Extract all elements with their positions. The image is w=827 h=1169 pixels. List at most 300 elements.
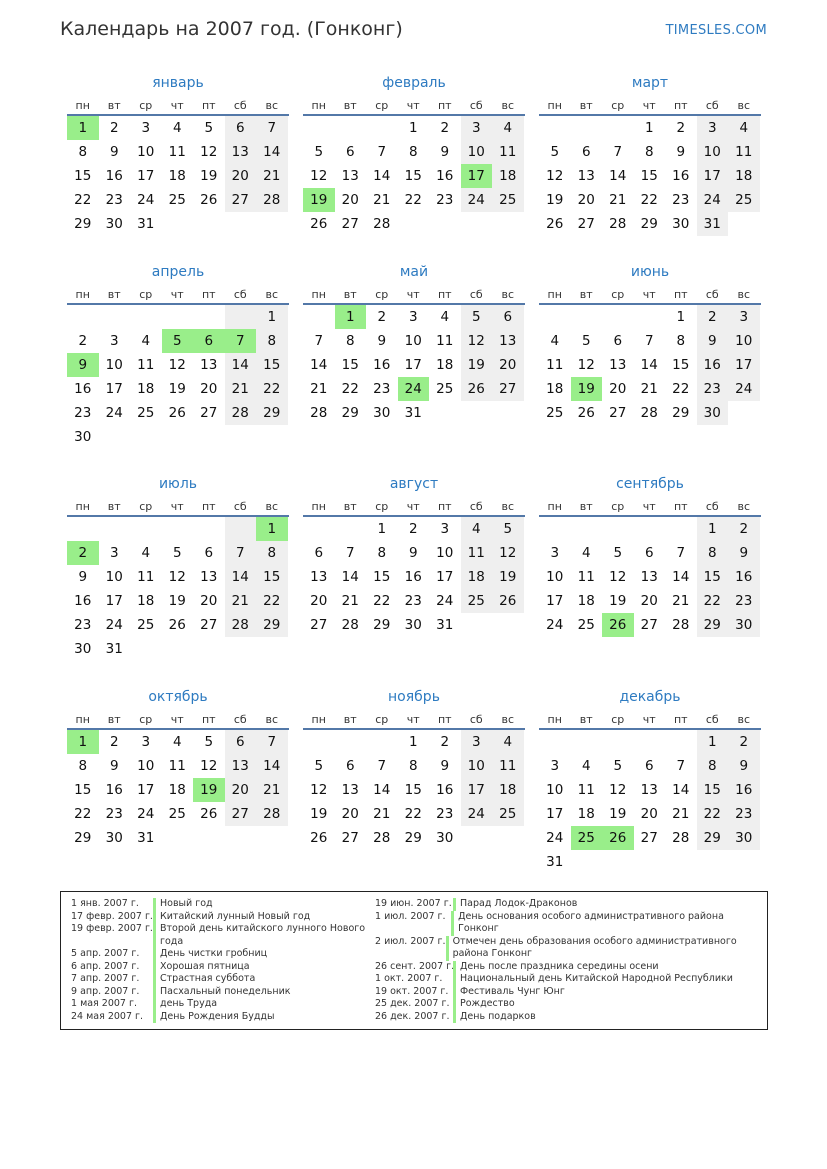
week-row (539, 613, 761, 637)
weekday-header (67, 96, 289, 116)
legend-holiday-name: Рождество (453, 998, 515, 1011)
month-name: февраль (382, 75, 446, 91)
day-cell: 7 (225, 541, 257, 565)
day-cell: 22 (74, 192, 92, 208)
day-cell: 13 (341, 168, 359, 184)
day-cell: 3 (141, 734, 151, 750)
day-cell: 10 (546, 782, 564, 798)
empty-day-cell (634, 305, 666, 329)
empty-day-cell (461, 613, 493, 637)
week-row (539, 541, 761, 565)
week-row (303, 140, 525, 164)
empty-day-cell (130, 305, 162, 329)
empty-day-cell (303, 116, 335, 140)
legend-holiday-name: Новый год (153, 898, 213, 911)
weekday-label: ср (375, 713, 389, 726)
weekday-label: вс (737, 713, 751, 726)
week-row (303, 116, 525, 140)
day-cell: 30 (436, 830, 454, 846)
day-cell: 8 (697, 541, 729, 565)
week-row (303, 778, 525, 802)
day-cell: 26 (461, 377, 493, 401)
day-cell: 3 (728, 305, 760, 329)
day-cell: 10 (105, 357, 123, 373)
week-row (539, 826, 761, 850)
day-cell: 25 (492, 188, 524, 212)
day-cell: 24 (105, 405, 123, 421)
legend-column-right (375, 898, 760, 1023)
day-cell: 21 (640, 381, 658, 397)
day-cell: 26 (577, 405, 595, 421)
legend-holiday-name: день Труда (153, 998, 217, 1011)
day-cell: 29 (256, 613, 288, 637)
day-cell: 29 (672, 405, 690, 421)
day-cell: 18 (168, 168, 186, 184)
day-cell: 16 (697, 353, 729, 377)
day-cell: 8 (256, 329, 288, 353)
month-calendar (67, 70, 289, 236)
day-cell: 24 (546, 830, 564, 846)
day-cell: 2 (78, 333, 88, 349)
week-row (539, 802, 761, 826)
day-cell: 14 (672, 569, 690, 585)
day-cell: 2 (440, 120, 450, 136)
day-cell: 15 (373, 569, 391, 585)
legend-date: 1 окт. 2007 г. (375, 973, 443, 984)
day-cell: 12 (200, 758, 218, 774)
empty-day-cell (539, 116, 571, 140)
holiday-day-cell: 9 (67, 353, 99, 377)
empty-day-cell (256, 425, 288, 449)
weekday-label: сб (233, 500, 247, 513)
day-cell: 7 (314, 333, 324, 349)
day-cell: 21 (310, 381, 328, 397)
empty-day-cell (366, 730, 398, 754)
weekday-label: вс (265, 99, 279, 112)
legend-holiday-name: Китайский лунный Новый год (153, 911, 310, 924)
day-cell: 18 (436, 357, 454, 373)
week-row (67, 778, 289, 802)
day-cell: 17 (404, 357, 422, 373)
legend-date: 26 сент. 2007 г. (375, 960, 455, 972)
day-cell: 10 (697, 140, 729, 164)
legend-holiday-name: День после праздника середины осени (453, 961, 659, 974)
day-cell: 9 (440, 758, 450, 774)
empty-day-cell (225, 826, 257, 850)
day-cell: 15 (640, 168, 658, 184)
day-cell: 16 (105, 168, 123, 184)
week-row (303, 613, 525, 637)
day-cell: 3 (109, 333, 119, 349)
day-cell: 2 (377, 309, 387, 325)
day-cell: 4 (440, 309, 450, 325)
legend-holiday-name: Хорошая пятница (153, 961, 250, 974)
month-calendar (303, 259, 525, 425)
day-cell: 6 (492, 305, 524, 329)
day-cell: 14 (256, 754, 288, 778)
day-cell: 28 (640, 405, 658, 421)
day-cell: 17 (546, 593, 564, 609)
day-cell: 15 (341, 357, 359, 373)
day-cell: 5 (613, 758, 623, 774)
day-cell: 23 (697, 377, 729, 401)
day-cell: 3 (461, 116, 493, 140)
empty-day-cell (193, 305, 225, 329)
weekday-label: пн (547, 288, 562, 301)
week-row (303, 164, 525, 188)
day-cell: 11 (577, 569, 595, 585)
empty-day-cell (634, 730, 666, 754)
empty-day-cell (225, 637, 257, 661)
day-cell: 21 (373, 806, 391, 822)
day-cell: 12 (577, 357, 595, 373)
week-row (539, 565, 761, 589)
day-cell: 9 (440, 144, 450, 160)
legend-holiday-name: Страстная суббота (153, 973, 255, 986)
day-cell: 19 (546, 192, 564, 208)
day-cell: 9 (377, 333, 387, 349)
weekday-label: вт (579, 713, 593, 726)
weekday-label: пн (311, 288, 326, 301)
day-cell: 22 (341, 381, 359, 397)
day-cell: 25 (168, 806, 186, 822)
weekday-label: пн (75, 713, 90, 726)
weekday-label: ср (611, 288, 625, 301)
day-cell: 23 (436, 806, 454, 822)
day-cell: 27 (341, 830, 359, 846)
weekday-label: пн (547, 500, 562, 513)
empty-day-cell (193, 212, 225, 236)
holiday-day-cell: 25 (571, 826, 603, 850)
month-calendar (67, 259, 289, 449)
weekday-label: ср (611, 500, 625, 513)
weekday-label: чт (406, 99, 420, 112)
day-cell: 5 (172, 545, 182, 561)
day-cell: 16 (105, 782, 123, 798)
day-cell: 26 (546, 216, 564, 232)
weekday-label: чт (642, 500, 656, 513)
day-cell: 27 (225, 802, 257, 826)
day-cell: 20 (225, 164, 257, 188)
weekday-label: сб (469, 500, 483, 513)
day-cell: 17 (697, 164, 729, 188)
day-cell: 13 (200, 569, 218, 585)
weekday-header (539, 285, 761, 305)
holiday-day-cell: 17 (461, 164, 493, 188)
empty-day-cell (602, 116, 634, 140)
day-cell: 14 (609, 168, 627, 184)
day-cell: 18 (577, 593, 595, 609)
day-cell: 5 (314, 144, 324, 160)
holiday-day-cell: 6 (193, 329, 225, 353)
week-row (303, 305, 525, 329)
legend-item (71, 986, 371, 999)
day-cell: 11 (728, 140, 760, 164)
day-cell: 13 (225, 754, 257, 778)
day-cell: 18 (492, 778, 524, 802)
day-cell: 12 (609, 569, 627, 585)
day-cell: 22 (697, 802, 729, 826)
day-cell: 17 (461, 778, 493, 802)
weekday-label: вт (107, 500, 121, 513)
day-cell: 4 (492, 116, 524, 140)
month-name: август (389, 476, 439, 492)
day-cell: 1 (377, 521, 387, 537)
weekday-header (539, 96, 761, 116)
empty-day-cell (256, 212, 288, 236)
day-cell: 2 (697, 305, 729, 329)
week-row (67, 329, 289, 353)
legend-date: 17 февр. 2007 г. (71, 910, 153, 922)
week-row (539, 377, 761, 401)
day-cell: 9 (408, 545, 418, 561)
day-cell: 26 (200, 192, 218, 208)
day-cell: 10 (546, 569, 564, 585)
day-cell: 4 (581, 758, 591, 774)
weekday-label: чт (406, 288, 420, 301)
legend-date: 6 апр. 2007 г. (71, 960, 140, 972)
day-cell: 10 (137, 144, 155, 160)
week-row (67, 188, 289, 212)
day-cell: 11 (546, 357, 564, 373)
brand-link[interactable]: TIMESLES.COM (665, 23, 767, 38)
day-cell: 20 (577, 192, 595, 208)
day-cell: 1 (644, 120, 654, 136)
day-cell: 27 (225, 188, 257, 212)
month-name: сентябрь (616, 476, 684, 492)
week-row (539, 589, 761, 613)
weekday-label: пн (311, 99, 326, 112)
weekday-label: чт (406, 713, 420, 726)
day-cell: 18 (492, 164, 524, 188)
legend-item (375, 898, 760, 911)
weekday-label: сб (233, 288, 247, 301)
week-row (67, 565, 289, 589)
weekday-label: сб (469, 288, 483, 301)
week-row (67, 541, 289, 565)
week-row (539, 140, 761, 164)
day-cell: 30 (672, 216, 690, 232)
legend-item (71, 973, 371, 986)
day-cell: 26 (492, 589, 524, 613)
day-cell: 29 (341, 405, 359, 421)
day-cell: 15 (404, 168, 422, 184)
weekday-label: вт (579, 288, 593, 301)
week-row (67, 305, 289, 329)
day-cell: 1 (676, 309, 686, 325)
day-cell: 6 (345, 758, 355, 774)
day-cell: 25 (577, 617, 595, 633)
month-name: май (399, 264, 429, 280)
day-cell: 24 (461, 188, 493, 212)
weekday-label: ср (139, 713, 153, 726)
weekday-label: вт (579, 500, 593, 513)
legend-item (71, 948, 371, 961)
week-row (67, 802, 289, 826)
day-cell: 29 (697, 613, 729, 637)
weekday-label: пт (201, 713, 216, 726)
day-cell: 21 (609, 192, 627, 208)
legend-holiday-name: День основания особого административного района Гонконг (451, 911, 760, 936)
day-cell: 14 (256, 140, 288, 164)
day-cell: 9 (676, 144, 686, 160)
day-cell: 22 (373, 593, 391, 609)
legend-date: 7 апр. 2007 г. (71, 973, 140, 984)
day-cell: 5 (461, 305, 493, 329)
legend-holiday-name: Пасхальный понедельник (153, 986, 291, 999)
day-cell: 31 (404, 405, 422, 421)
day-cell: 11 (461, 541, 493, 565)
weekday-label: ср (375, 288, 389, 301)
weekday-label: чт (170, 713, 184, 726)
empty-day-cell (335, 517, 367, 541)
day-cell: 20 (200, 381, 218, 397)
day-cell: 25 (546, 405, 564, 421)
weekday-label: сб (705, 288, 719, 301)
day-cell: 14 (341, 569, 359, 585)
weekday-label: чт (642, 99, 656, 112)
day-cell: 27 (609, 405, 627, 421)
legend-holiday-name: Отмечен день образования особого административного района Гонконг (446, 936, 760, 961)
holiday-day-cell: 1 (67, 730, 99, 754)
week-row (67, 754, 289, 778)
day-cell: 21 (225, 377, 257, 401)
empty-day-cell (571, 517, 603, 541)
week-row (303, 730, 525, 754)
week-row (303, 826, 525, 850)
day-cell: 13 (640, 569, 658, 585)
day-cell: 7 (676, 545, 686, 561)
day-cell: 12 (168, 569, 186, 585)
day-cell: 6 (644, 545, 654, 561)
day-cell: 30 (105, 830, 123, 846)
day-cell: 9 (109, 758, 119, 774)
weekday-label: вт (107, 288, 121, 301)
day-cell: 7 (613, 144, 623, 160)
weekday-label: сб (233, 99, 247, 112)
weekday-label: пт (673, 500, 688, 513)
week-row (67, 613, 289, 637)
empty-day-cell (728, 850, 760, 874)
week-row (67, 730, 289, 754)
day-cell: 20 (640, 806, 658, 822)
legend-date: 26 дек. 2007 г. (375, 1010, 450, 1022)
day-cell: 18 (137, 381, 155, 397)
day-cell: 12 (168, 357, 186, 373)
weekday-label: ср (139, 500, 153, 513)
day-cell: 8 (644, 144, 654, 160)
day-cell: 7 (256, 730, 288, 754)
empty-day-cell (492, 212, 524, 236)
empty-day-cell (461, 401, 493, 425)
empty-day-cell (256, 826, 288, 850)
day-cell: 29 (256, 401, 288, 425)
legend-item (375, 911, 760, 936)
weekday-label: пт (201, 500, 216, 513)
empty-day-cell (602, 850, 634, 874)
day-cell: 9 (78, 569, 88, 585)
day-cell: 28 (256, 188, 288, 212)
weekday-header (67, 497, 289, 517)
month-calendar (303, 684, 525, 850)
day-cell: 14 (310, 357, 328, 373)
month-calendar (539, 259, 761, 425)
legend-holiday-name: День чистки гробниц (153, 948, 267, 961)
empty-day-cell (130, 637, 162, 661)
legend-date: 19 февр. 2007 г. (71, 923, 153, 934)
day-cell: 3 (141, 120, 151, 136)
day-cell: 4 (141, 545, 151, 561)
day-cell: 8 (78, 758, 88, 774)
day-cell: 8 (676, 333, 686, 349)
day-cell: 28 (373, 830, 391, 846)
legend-date: 1 июл. 2007 г. (375, 910, 446, 922)
day-cell: 15 (404, 782, 422, 798)
weekday-label: чт (642, 713, 656, 726)
day-cell: 19 (200, 168, 218, 184)
holiday-day-cell: 2 (67, 541, 99, 565)
day-cell: 23 (728, 802, 760, 826)
weekday-label: ср (139, 99, 153, 112)
day-cell: 2 (676, 120, 686, 136)
day-cell: 16 (373, 357, 391, 373)
month-name: декабрь (619, 689, 681, 705)
empty-day-cell (728, 401, 760, 425)
week-row (67, 212, 289, 236)
day-cell: 23 (436, 192, 454, 208)
holiday-day-cell: 5 (162, 329, 194, 353)
week-row (303, 329, 525, 353)
weekday-label: пн (311, 713, 326, 726)
weekday-label: вс (265, 713, 279, 726)
day-cell: 28 (373, 216, 391, 232)
day-cell: 11 (137, 569, 155, 585)
day-cell: 27 (577, 216, 595, 232)
day-cell: 3 (550, 758, 560, 774)
day-cell: 2 (109, 120, 119, 136)
day-cell: 1 (408, 120, 418, 136)
day-cell: 24 (436, 593, 454, 609)
day-cell: 13 (341, 782, 359, 798)
day-cell: 2 (109, 734, 119, 750)
weekday-label: чт (170, 99, 184, 112)
day-cell: 29 (640, 216, 658, 232)
day-cell: 7 (644, 333, 654, 349)
day-cell: 7 (345, 545, 355, 561)
holiday-day-cell: 1 (256, 517, 288, 541)
day-cell: 30 (74, 429, 92, 445)
day-cell: 4 (581, 545, 591, 561)
empty-day-cell (225, 425, 257, 449)
legend-date: 25 дек. 2007 г. (375, 998, 450, 1009)
empty-day-cell (67, 305, 99, 329)
day-cell: 19 (609, 806, 627, 822)
weekday-label: пн (75, 500, 90, 513)
legend-date: 24 мая 2007 г. (71, 1010, 144, 1022)
day-cell: 20 (341, 806, 359, 822)
day-cell: 8 (408, 144, 418, 160)
week-row (303, 377, 525, 401)
day-cell: 18 (546, 381, 564, 397)
day-cell: 28 (672, 830, 690, 846)
empty-day-cell (539, 305, 571, 329)
day-cell: 10 (728, 329, 760, 353)
day-cell: 16 (728, 778, 760, 802)
empty-day-cell (99, 425, 131, 449)
day-cell: 20 (640, 593, 658, 609)
empty-day-cell (130, 517, 162, 541)
day-cell: 12 (546, 168, 564, 184)
